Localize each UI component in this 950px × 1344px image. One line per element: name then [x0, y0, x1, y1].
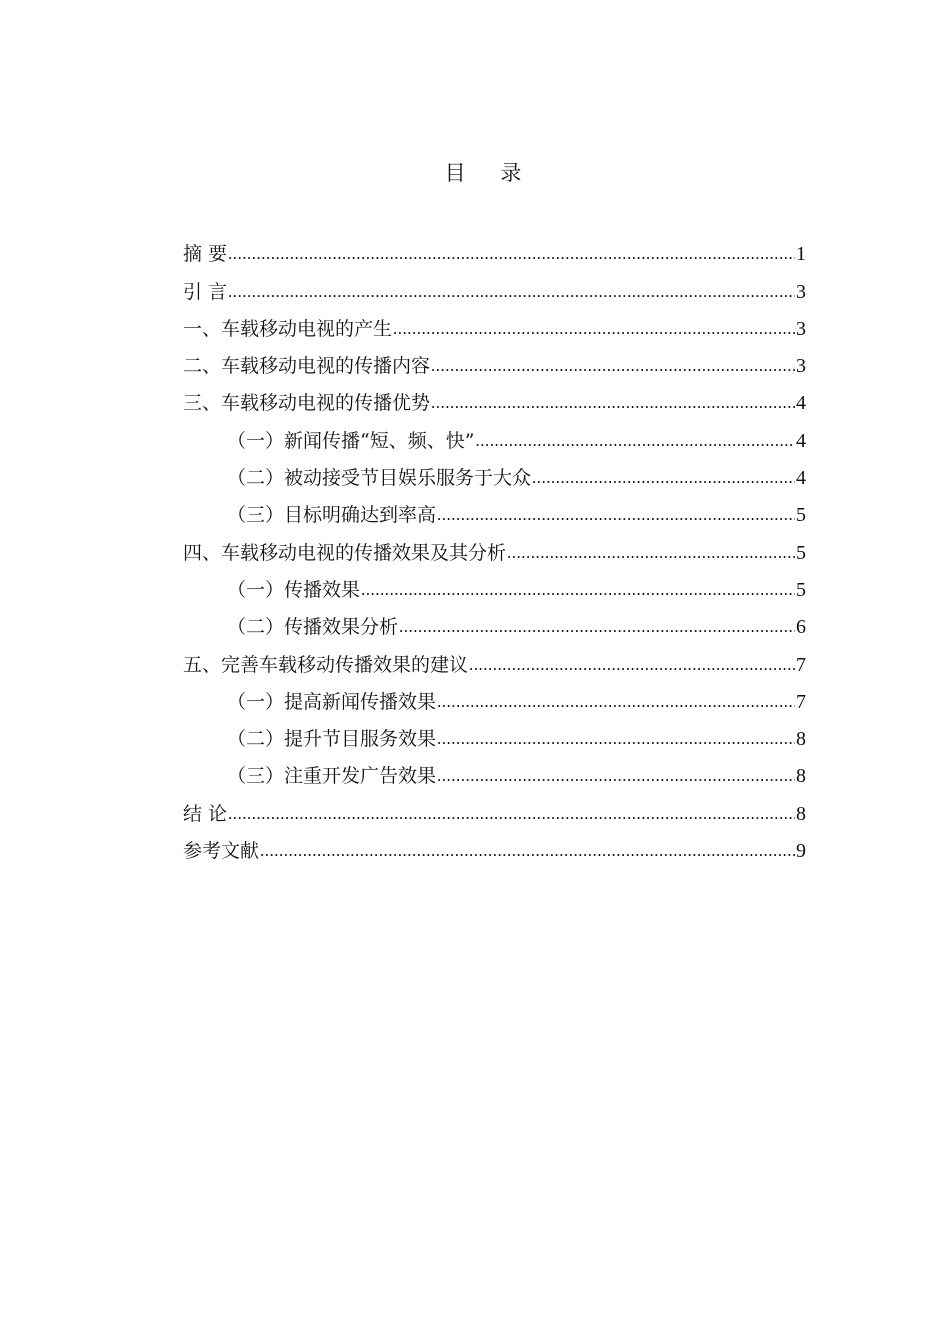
- toc-entry-page: 7: [796, 690, 806, 713]
- toc-entry-page: 6: [796, 616, 806, 639]
- toc-leader-dots: [260, 836, 795, 866]
- toc-entry-label: （一）传播效果: [227, 578, 361, 601]
- toc-leader-dots: [361, 575, 795, 605]
- toc-entry-page: 4: [796, 392, 806, 415]
- toc-leader-dots: [437, 500, 795, 530]
- toc-entry-section-5-1[interactable]: [183, 680, 806, 717]
- toc-entry-label: 参考文献: [183, 840, 260, 863]
- toc-entry-label: 一、车载移动电视的产生: [183, 317, 393, 340]
- toc-entry-page: 3: [796, 355, 806, 378]
- toc-entry-page: 4: [796, 467, 806, 490]
- toc-entry-section-3-1[interactable]: [183, 418, 806, 455]
- toc-entry-section-5[interactable]: [183, 642, 806, 679]
- toc-entry-label: 二、车载移动电视的传播内容: [183, 355, 431, 378]
- toc-entry-page: 3: [796, 317, 806, 340]
- toc-entry-label: （二）传播效果分析: [227, 616, 399, 639]
- toc-leader-dots: [228, 239, 795, 269]
- table-of-contents: [183, 232, 806, 866]
- toc-entry-label: 结 论: [183, 802, 228, 825]
- toc-entry-label: 引 言: [183, 280, 228, 303]
- toc-entry-page: 7: [796, 653, 806, 676]
- toc-entry-label: （二）被动接受节目娱乐服务于大众: [227, 467, 532, 490]
- toc-entry-section-2[interactable]: [183, 344, 806, 381]
- toc-entry-label: 摘 要: [183, 243, 228, 266]
- toc-leader-dots: [469, 650, 795, 680]
- toc-entry-page: 8: [796, 728, 806, 751]
- toc-entry-page: 3: [796, 280, 806, 303]
- toc-leader-dots: [437, 761, 795, 791]
- toc-entry-page: 5: [796, 504, 806, 527]
- toc-entry-page: 8: [796, 765, 806, 788]
- toc-entry-section-1[interactable]: [183, 307, 806, 344]
- toc-leader-dots: [228, 277, 795, 307]
- toc-entry-label: 三、车载移动电视的传播优势: [183, 392, 431, 415]
- toc-entry-section-4-1[interactable]: [183, 568, 806, 605]
- toc-entry-page: 1: [796, 243, 806, 266]
- toc-entry-section-3-2[interactable]: [183, 456, 806, 493]
- toc-entry-label: （三）目标明确达到率高: [227, 504, 437, 527]
- toc-entry-page: 8: [796, 802, 806, 825]
- toc-entry-introduction[interactable]: [183, 269, 806, 306]
- toc-leader-dots: [437, 724, 795, 754]
- toc-leader-dots: [431, 388, 795, 418]
- toc-entry-page: 5: [796, 578, 806, 601]
- toc-entry-label: （一）新闻传播“短、频、快”: [227, 429, 475, 452]
- toc-entry-section-3-3[interactable]: [183, 493, 806, 530]
- toc-entry-section-5-3[interactable]: [183, 754, 806, 791]
- toc-entry-references[interactable]: [183, 829, 806, 866]
- toc-entry-label: （二）提升节目服务效果: [227, 728, 437, 751]
- toc-entry-abstract[interactable]: [183, 232, 806, 269]
- toc-leader-dots: [393, 314, 795, 344]
- toc-leader-dots: [431, 351, 795, 381]
- toc-leader-dots: [475, 426, 795, 456]
- toc-entry-label: （三）注重开发广告效果: [227, 765, 437, 788]
- toc-leader-dots: [399, 612, 795, 642]
- toc-entry-conclusion[interactable]: [183, 791, 806, 828]
- toc-entry-label: 四、车载移动电视的传播效果及其分析: [183, 541, 507, 564]
- toc-title: 目 录: [444, 161, 536, 185]
- toc-entry-section-4[interactable]: [183, 530, 806, 567]
- toc-entry-section-5-2[interactable]: [183, 717, 806, 754]
- toc-entry-label: （一）提高新闻传播效果: [227, 690, 437, 713]
- toc-entry-page: 5: [796, 541, 806, 564]
- toc-entry-section-4-2[interactable]: [183, 605, 806, 642]
- toc-entry-label: 五、完善车载移动传播效果的建议: [183, 653, 469, 676]
- toc-entry-page: 4: [796, 429, 806, 452]
- toc-leader-dots: [532, 463, 795, 493]
- toc-leader-dots: [228, 799, 795, 829]
- toc-entry-section-3[interactable]: [183, 381, 806, 418]
- toc-entry-page: 9: [796, 840, 806, 863]
- toc-leader-dots: [507, 538, 795, 568]
- toc-leader-dots: [437, 687, 795, 717]
